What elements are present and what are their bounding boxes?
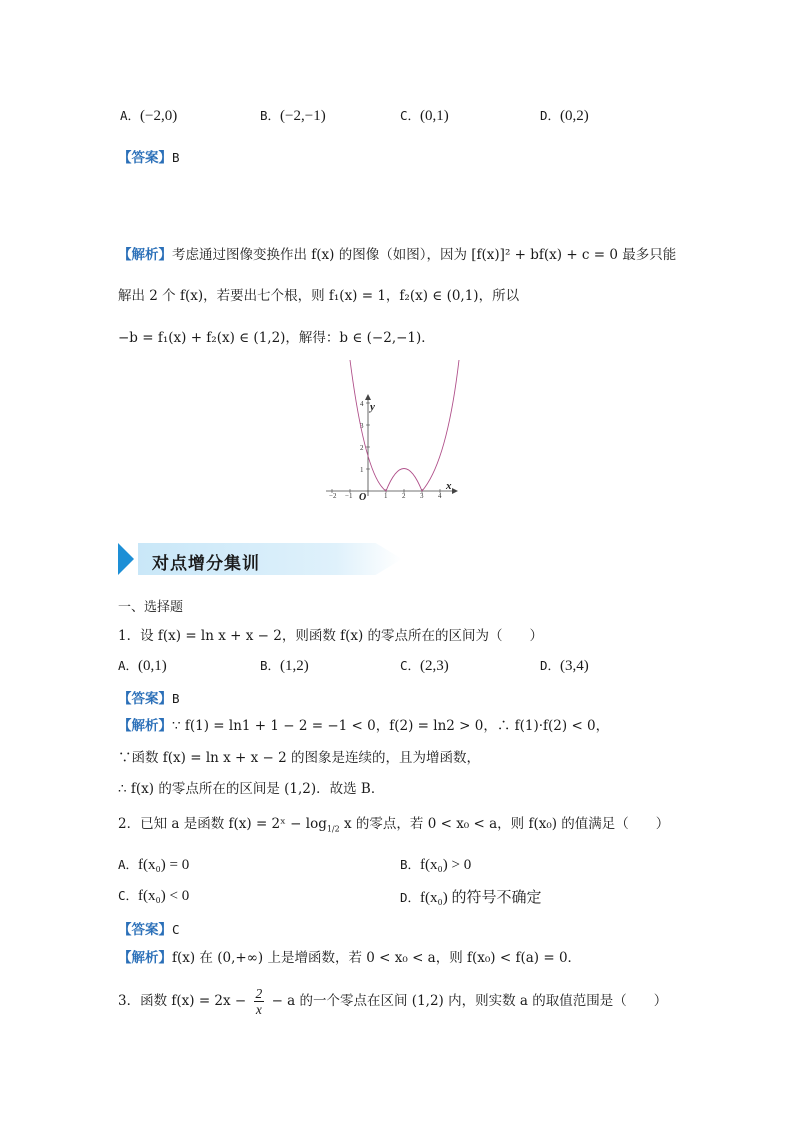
answer-tag: 【答案】 bbox=[118, 150, 172, 166]
function-graph bbox=[322, 356, 462, 502]
q3-fraction: $\frac{2}{x}$ bbox=[255, 986, 263, 1017]
y-tick-label: 1 bbox=[360, 466, 364, 474]
analysis-line-1: 【解析】考虑通过图像变换作出 f(x) 的图像（如图），因为 [f(x)]² + bf(x) + c = 0 最多只能 bbox=[118, 247, 677, 263]
x-tick-label: −2 bbox=[329, 492, 337, 500]
x-tick-label: 3 bbox=[420, 492, 424, 500]
q2-answer: 【答案】C bbox=[118, 922, 180, 938]
q2-analysis: 【解析】f(x) 在 (0,+∞) 上是增函数，若 0 < x₀ < a，则 f(x₀) < f(a) = 0． bbox=[118, 950, 582, 966]
x-axis-arrow bbox=[452, 488, 458, 494]
y-tick-label: 4 bbox=[360, 400, 364, 408]
q2-option-c: C．f(x₀) < 0 bbox=[118, 888, 190, 904]
answer-line bbox=[118, 146, 180, 166]
x-tick-label: −1 bbox=[345, 492, 353, 500]
section-banner-arrow-icon bbox=[118, 543, 134, 575]
option-d: D．(0,2) bbox=[540, 108, 589, 124]
q1-stem: 1．设 f(x) = ln x + x − 2，则函数 f(x) 的零点所在的区间为（ ） bbox=[118, 628, 544, 644]
origin-label: O bbox=[359, 492, 367, 502]
q1-option-a: A．(0,1) bbox=[118, 658, 167, 674]
analysis-line-3: −b = f₁(x) + f₂(x) ∈ (1,2)，解得：b ∈ (−2,−1)． bbox=[118, 330, 435, 346]
q1-option-b: B．(1,2) bbox=[260, 658, 309, 674]
section-title: 对点增分集训 bbox=[152, 554, 260, 574]
q2-option-b: B．f(x₀) > 0 bbox=[400, 857, 472, 873]
y-tick-label: 2 bbox=[360, 444, 364, 452]
q1-analysis-1: 【解析】∵ f(1) = ln1 + 1 − 2 = −1 < 0，f(2) = ln2 > 0，∴ f(1)·f(2) < 0， bbox=[118, 718, 610, 734]
q2-option-a: A．f(x₀) = 0 bbox=[118, 857, 190, 873]
q2-option-d: D．f(x₀) 的符号不确定 bbox=[400, 890, 542, 906]
part-title: 一、选择题 bbox=[118, 600, 184, 615]
option-c: C．(0,1) bbox=[400, 108, 449, 124]
x-axis-label: x bbox=[446, 480, 452, 492]
x-tick-label: 4 bbox=[438, 492, 442, 500]
y-axis-arrow bbox=[365, 394, 371, 400]
q1-answer: 【答案】B bbox=[118, 691, 180, 707]
x-tick-label: 2 bbox=[402, 492, 406, 500]
answer-value: B bbox=[172, 150, 180, 165]
option-b: B．(−2,−1) bbox=[260, 108, 326, 124]
x-tick-label: 1 bbox=[384, 492, 388, 500]
y-axis-label: y bbox=[370, 401, 375, 413]
q2-stem: 2．已知 a 是函数 f(x) = 2ˣ − $\log_{1/2} x$ 的零点，若 0 < x₀ < a，则 f(x₀) 的值满足（ ） bbox=[118, 816, 670, 834]
analysis-line-2: 解出 2 个 f(x)，若要出七个根，则 f₁(x) = 1，f₂(x) ∈ (0,1)，所以 bbox=[118, 288, 520, 304]
q3-stem: 3．函数 f(x) = 2x − $\frac{2}{x}$ − a 的一个零点在区间 (1,2) 内，则实数 a 的取值范围是（ ） bbox=[118, 986, 668, 1017]
option-a: A．(−2,0) bbox=[120, 108, 178, 124]
q1-option-c: C．(2,3) bbox=[400, 658, 449, 674]
q1-analysis-3: ∴ f(x) 的零点所在的区间是 (1,2)．故选 B． bbox=[118, 781, 385, 797]
q1-analysis-2: ∵函数 f(x) = ln x + x − 2 的图象是连续的，且为增函数， bbox=[118, 750, 481, 766]
q1-option-d: D．(3,4) bbox=[540, 658, 589, 674]
tick-marks bbox=[332, 403, 440, 493]
function-curve bbox=[350, 360, 459, 491]
y-tick-label: 3 bbox=[360, 422, 364, 430]
